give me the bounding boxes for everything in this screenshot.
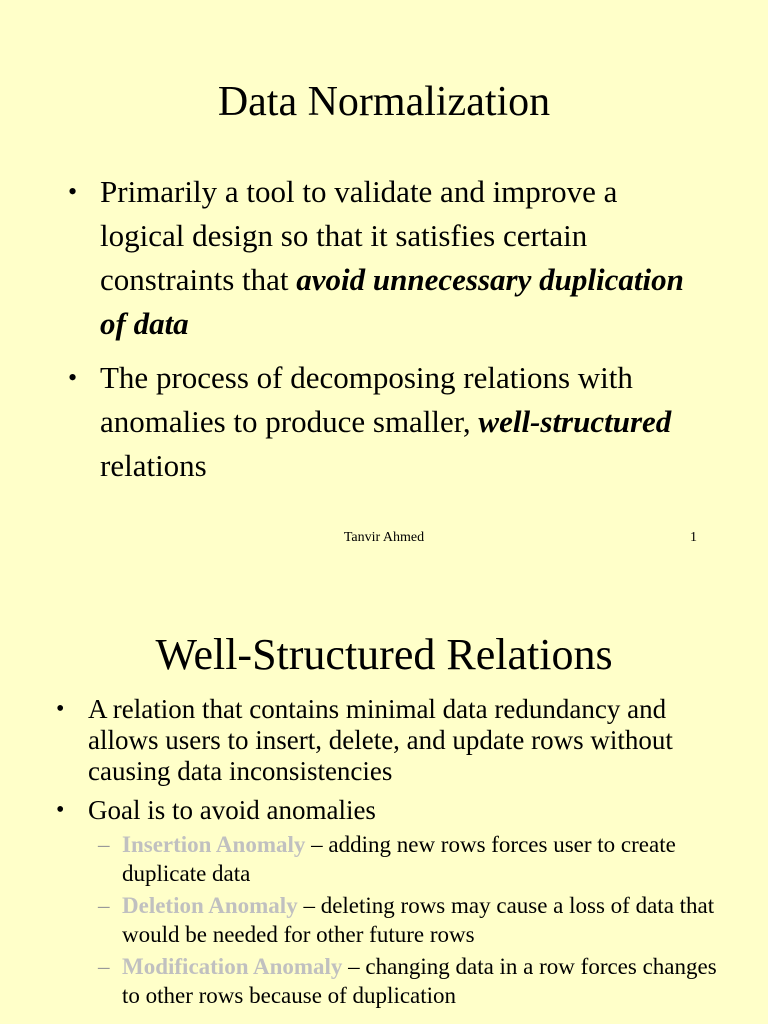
anomaly-desc: – adding new rows forces user to create duplicate data [122,832,676,886]
slide-1-bullet-2 [68,356,708,488]
bullet-2-tail: relations [100,448,207,483]
slide-2-bullet-2 [56,795,736,1010]
slide-2-bullet-2-text: Goal is to avoid anomalies [88,795,376,825]
dash-icon: – [98,832,110,857]
bullet-dot-icon: • [56,696,65,722]
bullet-2-text: The process of decomposing relations with anomalies to produce smaller, [100,360,633,439]
anomaly-term: Modification Anomaly [122,954,343,979]
dash-icon: – [98,893,110,918]
slide-1-bullet-1 [68,170,708,346]
dash-icon: – [98,954,110,979]
slide-1-bullet-list [68,170,708,498]
slide-2-title: Well-Structured Relations [155,630,613,679]
anomaly-list [88,830,736,1010]
bullet-dot-icon: • [68,177,78,206]
slide-1-title: Data Normalization [217,79,551,125]
anomaly-item-deletion [88,891,736,949]
anomaly-term: Deletion Anomaly [122,893,298,918]
slide-2-bullet-1 [56,694,736,787]
bullet-1-text: Primarily a tool to validate and improve a logical design so that it satisfies certain constraints that [100,174,618,297]
anomaly-desc: – deleting rows may cause a loss of data that would be needed for other future rows [122,893,715,947]
anomaly-term: Insertion Anomaly [122,832,306,857]
anomaly-item-insertion [88,830,736,888]
page-number: 1 [690,530,697,545]
anomaly-item-modification [88,952,736,1010]
bullet-dot-icon: • [68,363,78,392]
slide-2 [0,576,768,1024]
slide-2-bullet-list [56,694,736,1018]
bullet-2-emphasis: well-structured [478,404,672,439]
bullet-dot-icon: • [56,797,65,823]
footer-author: Tanvir Ahmed [343,530,425,545]
anomaly-desc: – changing data in a row forces changes to other rows because of duplication [122,954,717,1008]
bullet-1-emphasis: avoid unnecessary duplication of data [100,262,684,341]
slide-2-bullet-1-text: A relation that contains minimal data redundancy and allows users to insert, delete, and update rows without causing data inconsistencies [88,694,673,786]
